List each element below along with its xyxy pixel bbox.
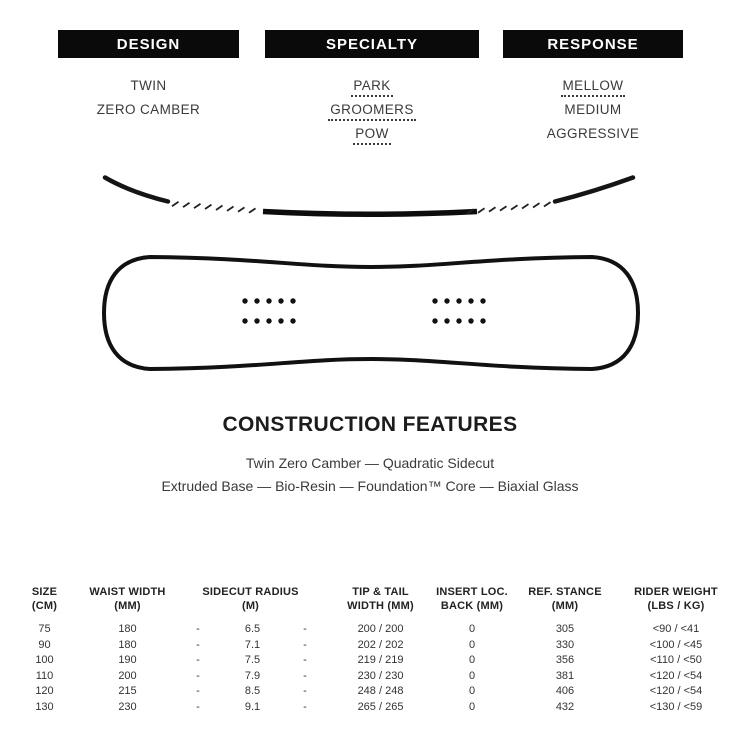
trait-twin-label: TWIN bbox=[130, 78, 167, 93]
cell-tip-tail: 202 / 202 bbox=[357, 638, 404, 651]
table-row-100 bbox=[0, 653, 740, 669]
cell-insert: 0 bbox=[468, 654, 476, 666]
cell-tip-tail: 265 / 265 bbox=[357, 700, 404, 713]
response-header-bar bbox=[503, 30, 683, 58]
camber-left-hatch-section bbox=[172, 202, 256, 213]
cell-insert: 0 bbox=[468, 700, 476, 713]
cell-sidecut: 7.1 bbox=[244, 638, 261, 651]
cell-sidecut-dash-left: - bbox=[196, 638, 200, 651]
cell-waist: 230 bbox=[118, 700, 137, 713]
specialty-header-bar bbox=[265, 30, 479, 58]
trait-zero-camber-label: ZERO CAMBER bbox=[96, 102, 201, 117]
column-header-waist-line1: WAIST WIDTH bbox=[89, 586, 166, 598]
cell-sidecut-dash-left: - bbox=[196, 654, 200, 666]
trait-twin bbox=[58, 74, 239, 98]
column-header-ref-stance bbox=[518, 586, 612, 613]
column-header-tip-tail-width bbox=[335, 586, 426, 613]
specialty-trait-list bbox=[265, 74, 479, 146]
cell-sidecut-dash-right: - bbox=[303, 685, 307, 697]
cell-sidecut: 6.5 bbox=[244, 623, 261, 635]
cell-sidecut: 8.5 bbox=[244, 685, 261, 697]
cell-insert: 0 bbox=[468, 669, 476, 682]
cell-waist: 200 bbox=[118, 669, 137, 682]
trait-mellow-label[interactable]: MELLOW bbox=[561, 78, 626, 97]
cell-size: 75 bbox=[38, 623, 51, 635]
cell-sidecut: 7.5 bbox=[244, 654, 261, 666]
design-header-bar bbox=[58, 30, 239, 58]
board-outline bbox=[104, 257, 638, 369]
cell-stance: 305 bbox=[555, 623, 575, 635]
cell-insert: 0 bbox=[468, 685, 476, 697]
cell-size: 90 bbox=[38, 638, 51, 651]
cell-weight: <90 / <41 bbox=[652, 623, 700, 635]
trait-park-label[interactable]: PARK bbox=[351, 78, 392, 97]
column-header-tiptail-line2: WIDTH (MM) bbox=[347, 599, 414, 612]
cell-sidecut-dash-right: - bbox=[303, 654, 307, 666]
cell-stance: 330 bbox=[555, 638, 575, 651]
cell-sidecut-dash-left: - bbox=[196, 700, 200, 713]
column-header-insert-loc bbox=[426, 586, 518, 613]
cell-sidecut-dash-right: - bbox=[303, 623, 307, 635]
trait-aggressive-label: AGGRESSIVE bbox=[546, 126, 640, 141]
cell-sidecut-dash-left: - bbox=[196, 623, 200, 635]
spec-table-header-row bbox=[0, 586, 740, 613]
trait-aggressive bbox=[503, 122, 683, 146]
camber-profile-diagram bbox=[100, 165, 640, 235]
column-header-stance-line1: REF. STANCE bbox=[528, 586, 602, 598]
construction-features-title: CONSTRUCTION FEATURES bbox=[222, 413, 518, 436]
column-header-size bbox=[0, 586, 89, 613]
column-header-tiptail-line1: TIP & TAIL bbox=[352, 586, 409, 598]
cell-stance: 406 bbox=[555, 685, 575, 697]
table-row-130 bbox=[0, 700, 740, 716]
construction-features-text bbox=[0, 452, 740, 498]
column-header-insert-line2: BACK (MM) bbox=[440, 599, 504, 612]
column-header-sidecut-radius bbox=[166, 586, 335, 613]
trait-medium-label: MEDIUM bbox=[564, 102, 622, 117]
spec-table-body bbox=[0, 622, 740, 715]
design-trait-list bbox=[58, 74, 239, 122]
cell-size: 100 bbox=[35, 654, 54, 666]
cell-weight: <120 / <54 bbox=[649, 685, 703, 697]
column-header-rider-weight bbox=[612, 586, 740, 613]
trait-park bbox=[265, 74, 479, 98]
cell-waist: 180 bbox=[118, 638, 137, 651]
column-header-waist-width bbox=[89, 586, 166, 613]
cell-tip-tail: 230 / 230 bbox=[357, 669, 404, 682]
cell-tip-tail: 200 / 200 bbox=[357, 623, 404, 635]
cell-sidecut-dash-right: - bbox=[303, 638, 307, 651]
trait-groomers bbox=[265, 98, 479, 122]
cell-sidecut-dash-left: - bbox=[196, 685, 200, 697]
column-header-sidecut-line2: (M) bbox=[241, 599, 260, 612]
column-header-waist-line2: (MM) bbox=[114, 599, 141, 612]
table-row-75 bbox=[0, 622, 740, 638]
column-header-size-line2: (CM) bbox=[31, 599, 58, 612]
design-header-label: DESIGN bbox=[116, 35, 181, 53]
cell-weight: <100 / <45 bbox=[649, 638, 703, 651]
cell-waist: 215 bbox=[118, 685, 137, 697]
response-header-label: RESPONSE bbox=[547, 35, 639, 53]
cell-sidecut: 7.9 bbox=[244, 669, 261, 682]
column-header-weight-line2: (LBS / KG) bbox=[647, 599, 705, 612]
cell-insert: 0 bbox=[468, 638, 476, 651]
construction-feature-line-2: Extruded Base — Bio-Resin — Foundation™ Core — Biaxial Glass bbox=[161, 478, 579, 494]
trait-pow bbox=[265, 122, 479, 146]
cell-weight: <130 / <59 bbox=[649, 700, 703, 713]
column-header-stance-line2: (MM) bbox=[551, 599, 579, 612]
trait-zero-camber bbox=[58, 98, 239, 122]
camber-right-tip-curve bbox=[555, 178, 633, 202]
cell-sidecut-dash-right: - bbox=[303, 669, 307, 682]
table-row-110 bbox=[0, 669, 740, 685]
construction-feature-line-1: Twin Zero Camber — Quadratic Sidecut bbox=[245, 455, 495, 471]
specialty-header-label: SPECIALTY bbox=[325, 35, 419, 53]
cell-stance: 381 bbox=[555, 669, 575, 682]
camber-flat-middle-section bbox=[263, 212, 477, 215]
cell-sidecut-dash-left: - bbox=[196, 669, 200, 682]
cell-size: 110 bbox=[35, 669, 54, 682]
cell-stance: 356 bbox=[555, 654, 575, 666]
camber-left-tip-curve bbox=[105, 178, 168, 202]
cell-sidecut: 9.1 bbox=[244, 700, 261, 713]
cell-weight: <120 / <54 bbox=[649, 669, 703, 682]
trait-pow-label[interactable]: POW bbox=[353, 126, 390, 145]
table-row-90 bbox=[0, 638, 740, 654]
cell-waist: 180 bbox=[118, 623, 137, 635]
response-trait-list bbox=[503, 74, 683, 146]
cell-insert: 0 bbox=[468, 623, 476, 635]
trait-mellow bbox=[503, 74, 683, 98]
cell-tip-tail: 219 / 219 bbox=[357, 654, 404, 666]
cell-weight: <110 / <50 bbox=[650, 654, 702, 666]
column-header-weight-line1: RIDER WEIGHT bbox=[634, 586, 718, 598]
cell-size: 120 bbox=[35, 685, 54, 697]
camber-right-hatch-section bbox=[467, 202, 551, 214]
cell-size: 130 bbox=[35, 700, 54, 713]
column-header-size-line1: SIZE bbox=[31, 586, 58, 598]
trait-groomers-label[interactable]: GROOMERS bbox=[328, 102, 415, 121]
cell-waist: 190 bbox=[118, 654, 137, 666]
trait-medium bbox=[503, 98, 683, 122]
column-header-insert-line1: INSERT LOC. bbox=[436, 586, 508, 598]
column-header-sidecut-line1: SIDECUT RADIUS bbox=[202, 586, 299, 598]
cell-stance: 432 bbox=[555, 700, 575, 713]
table-row-120 bbox=[0, 684, 740, 700]
board-top-view-diagram bbox=[100, 250, 640, 375]
size-spec-table bbox=[0, 586, 740, 715]
cell-tip-tail: 248 / 248 bbox=[357, 685, 404, 697]
cell-sidecut-dash-right: - bbox=[303, 700, 307, 713]
